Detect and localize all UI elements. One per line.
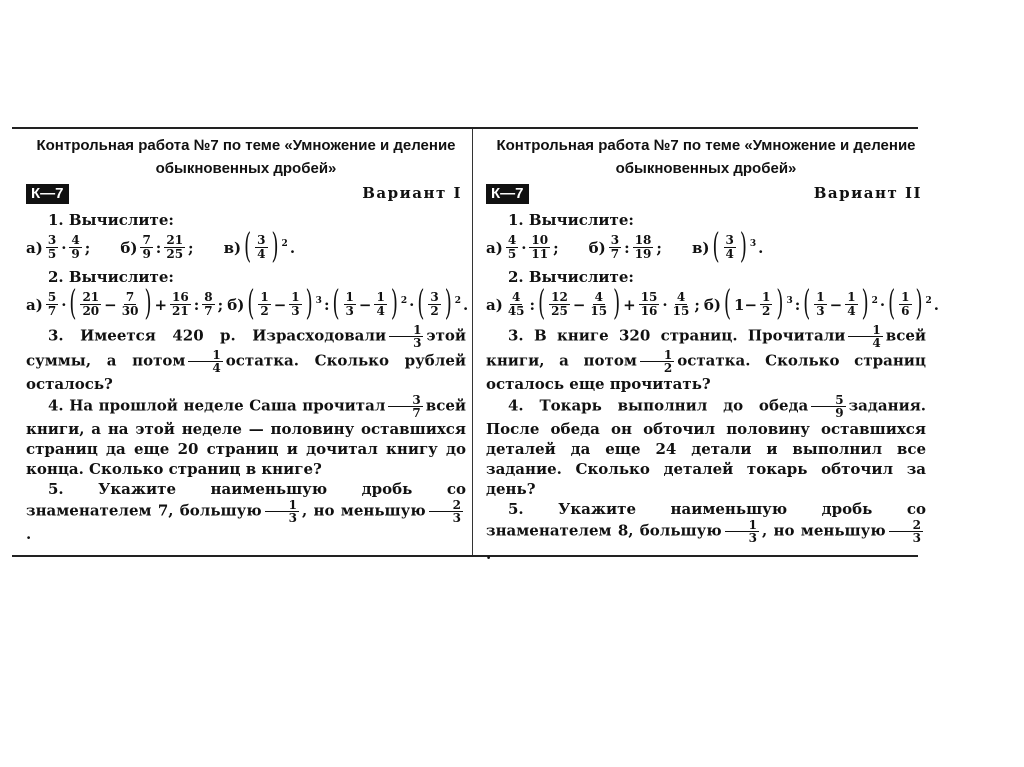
header-row — [26, 182, 466, 208]
task-2-expressions: а) $\frac{4}{45}$ : ( $\frac{12}{25}$ − $\frac{4}{15}$ ) + $\frac{15}{16}$ · $\frac{4}{15}$ ; б) ( 1− $\frac{1}{2}$ ) $^3$ : ( $\frac{1}{3}$ − $\frac{1}{4}$ ) $^2$ · ( $\frac{1}{6}$ ) $^2$ . — [486, 283, 940, 324]
test-badge: К—7 — [26, 184, 69, 204]
test-badge: К—7 — [486, 184, 529, 204]
variant-label: Вариант I — [362, 184, 462, 202]
variant-1-column — [26, 129, 469, 544]
header-row — [486, 182, 926, 208]
task-5: 5. Укажите наименьшую дробь со знаменателем 8, большую $\frac{1}{3}$ , но меньшую $\frac{2}{3}$ . — [486, 500, 926, 563]
page-title: Контрольная работа №7 по теме «Умножение и деление обыкновенных дробей» — [496, 137, 916, 177]
tasks — [26, 210, 469, 544]
task-3: 3. Имеется 420 р. Израсходовали $\frac{1}{3}$ этой суммы, а потом $\frac{1}{4}$ остатка. Сколько рублей осталось? — [26, 323, 467, 393]
task-1-expressions: а) $\frac{4}{5}$ · $\frac{10}{11}$ ; б) $\frac{3}{7}$ : $\frac{18}{19}$ ; в) ( $\frac{3}{4}$ ) $^3$ . — [486, 226, 764, 267]
task-3: 3. В книге 320 страниц. Прочитали $\frac{1}{4}$ всей книги, а потом $\frac{1}{2}$ остатка. Сколько страниц осталось еще прочитать? — [486, 323, 927, 393]
page-title: Контрольная работа №7 по теме «Умножение и деление обыкновенных дробей» — [36, 137, 456, 177]
task-2-expressions: а) $\frac{5}{7}$ · ( $\frac{21}{20}$ − $\frac{7}{30}$ ) + $\frac{16}{21}$ : $\frac{8}{7}$ ; б) ( $\frac{1}{2}$ − $\frac{1}{3}$ ) $^3$ : ( $\frac{1}{3}$ − $\frac{1}{4}$ ) $^2$ · ( $\frac{3}{2}$ ) $^2$ . — [26, 283, 469, 324]
task-5: 5. Укажите наименьшую дробь со знаменателем 7, большую $\frac{1}{3}$ , но меньшую $\frac{2}{3}$ . — [26, 480, 466, 543]
task-1-heading: 1. Вычислите: — [48, 211, 174, 229]
column-divider — [472, 129, 473, 555]
task-1-heading: 1. Вычислите: — [508, 211, 634, 229]
tasks — [486, 210, 940, 564]
task-1-expressions: а) $\frac{3}{5}$ · $\frac{4}{9}$ ; б) $\frac{7}{9}$ : $\frac{21}{25}$ ; в) ( $\frac{3}{4}$ ) $^2$ . — [26, 226, 296, 267]
task-2-heading: 2. Вычислите: — [508, 268, 634, 286]
variant-2-column — [486, 129, 940, 564]
task-4: 4. На прошлой неделе Саша прочитал $\frac{3}{7}$ всей книги, а на этой неделе — половину оставшихся страниц да еще 20 страниц и дочитал книгу до конца. Сколько страниц в книге? — [26, 393, 466, 478]
task-4: 4. Токарь выполнил до обеда $\frac{5}{9}$ задания. После обеда он обточил половину оставшихся деталей да еще 24 детали и выполнил все задание. Сколько деталей токарь обточил за день? — [486, 393, 926, 498]
variant-label: Вариант II — [813, 184, 922, 202]
worksheet — [12, 127, 940, 563]
task-2-heading: 2. Вычислите: — [48, 268, 174, 286]
